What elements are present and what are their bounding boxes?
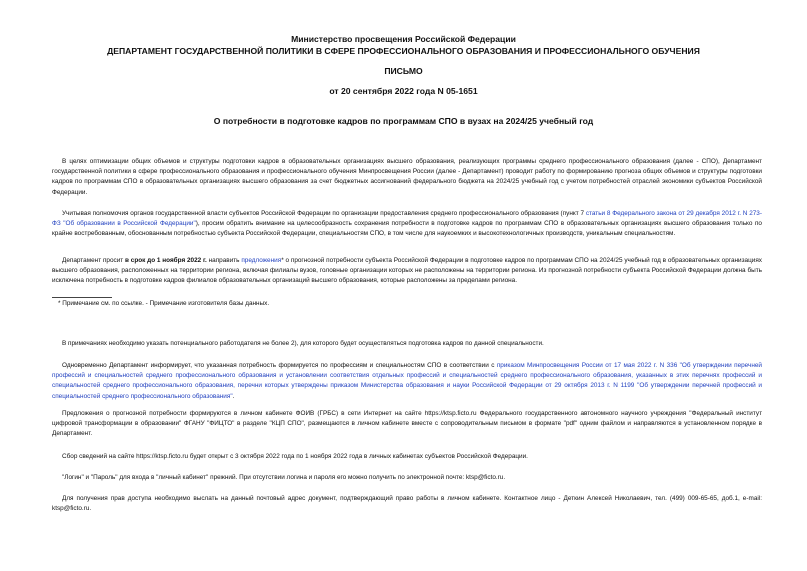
paragraph-3 xyxy=(52,256,762,287)
paragraph-4: В примечаниях необходимо указать потенциального работодателя не более 2), для которого будет осуществляться подготовка кадров по данной специальности. xyxy=(62,340,544,347)
footnote: * Примечание см. по ссылке. - Примечание изготовителя базы данных. xyxy=(58,300,270,307)
paragraph-2-text-b: ), просим обратить внимание на целесообразность сохранения потребности в подготовке кадров по программам СПО в образовательных организациях высшего образования только по крайне востребованным, обоснованным потребностью субъекта Российской Федерации, специальностям СПО, в том числе для наукоемких и высокотехнологичных производств, уникальным специальностям. xyxy=(52,220,762,238)
paragraph-5-text-a: Одновременно Департамент информирует, что указанная потребность формируется по профессиям и специальностям СПО в соответствии с xyxy=(62,362,497,369)
paragraph-2-text-a: Учитывая полномочия органов государственной власти субъектов Российской Федерации по организации предоставления среднего профессионального образования (пункт 7 xyxy=(62,210,586,217)
deadline-text: в срок до 1 ноября 2022 г. xyxy=(125,257,207,264)
document-subject: О потребности в подготовке кадров по программам СПО в вузах на 2024/25 учебный год xyxy=(213,116,594,126)
document-type: ПИСЬМО xyxy=(384,66,423,76)
paragraph-2 xyxy=(52,209,762,240)
proposals-link[interactable]: предложения xyxy=(241,257,282,264)
law-273-link[interactable]: статьи 8 Федерального закона от 29 декабря 2012 г. N 273-ФЗ "Об образовании в Российской Федерации" xyxy=(52,210,762,228)
paragraph-3-text-b: направить xyxy=(206,257,242,264)
department-name: ДЕПАРТАМЕНТ ГОСУДАРСТВЕННОЙ ПОЛИТИКИ В СФЕРЕ ПРОФЕССИОНАЛЬНОГО ОБРАЗОВАНИЯ И ПРОФЕССИОНАЛЬНОГО ОБУЧЕНИЯ xyxy=(107,46,700,56)
paragraph-6: Предложения о прогнозной потребности формируются в личном кабинете ФОИВ (ГРБС) в сети Интернет на сайте https://ktsp.ficto.ru Федерального государственного автономного научного учреждения "Федеральный институт цифровой трансформации в образовании" ФГАНУ "ФИЦТО" в разделе "КЦП СПО", размещаются в личном кабинете вместе с сопроводительным письмом в формате "pdf" одним файлом и направляются в установленном порядке в Департамент. xyxy=(52,410,762,438)
paragraph-3-text-a: Департамент просит xyxy=(62,257,126,264)
paragraph-5 xyxy=(52,361,762,402)
paragraph-8: "Логин" и "Пароль" для входа в "личный кабинет" прежний. При отсутствии логина и пароля его можно получить по электронной почте: ktsp@ficto.ru. xyxy=(62,474,506,481)
paragraph-3-text-c: * о прогнозной потребности субъекта Российской Федерации в подготовке кадров по программам СПО на 2024/25 учебный год в образовательных организациях высшего образования, расположенных на территории региона, включая филиалы вузов, головные организации которых не расположены на территории региона. Из прогнозной потребности субъекта Российской Федерации должна быть исключена потребность в подготовке кадров филиалов образовательных организаций высшего образования, которые расположены за пределами региона. xyxy=(52,257,762,285)
paragraph-5-text-b: . xyxy=(232,392,235,400)
paragraph-1: В целях оптимизации общих объемов и структуры подготовки кадров в образовательных организациях высшего образования, реализующих программы среднего профессионального образования (далее - СПО), Департамент государственной политики в сфере профессионального образования и профессионального обучения Минпросвещения России (далее - Департамент) проводит работу по формированию прогноза общих объемов и структуры подготовки кадров по программам СПО в образовательных организациях высшего образования за счет бюджетных ассигнований федерального бюджета на 2024/25 учебный год с учетом потребностей отраслей экономики субъектов Российской Федерации. xyxy=(52,158,762,196)
paragraph-7: Сбор сведений на сайте https://ktsp.ficto.ru будет открыт с 3 октября 2022 года по 1 ноября 2022 года в личных кабинетах субъектов Российской Федерации. xyxy=(62,453,528,460)
footnote-divider xyxy=(52,297,112,298)
ministry-name: Министерство просвещения Российской Федерации xyxy=(291,34,516,44)
order-336-link[interactable]: приказом Минпросвещения России от 17 мая 2022 г. N 336 "Об утверждении перечней профессий и специальностей среднего профессионального образования и установлении соответствия отдельных профессий и специальностей среднего профессионального образования, указанных в этих перечнях профессий и специальностей среднего профессионального образования, перечни которых утверждены приказом Министерства образования и науки Российской Федерации от 29 октября 2013 г. N 1199 "Об утверждении перечней профессий и специальностей среднего профессионального образования" xyxy=(52,362,762,400)
document-date-number: от 20 сентября 2022 года N 05-1651 xyxy=(329,86,478,96)
paragraph-9: Для получения прав доступа необходимо выслать на данный почтовый адрес документ, подтверждающий право работы в личном кабинете. Контактное лицо - Деткин Алексей Николаевич, тел. (499) 009-65-65, доб.1, e-mail: ktsp@ficto.ru. xyxy=(52,495,762,513)
